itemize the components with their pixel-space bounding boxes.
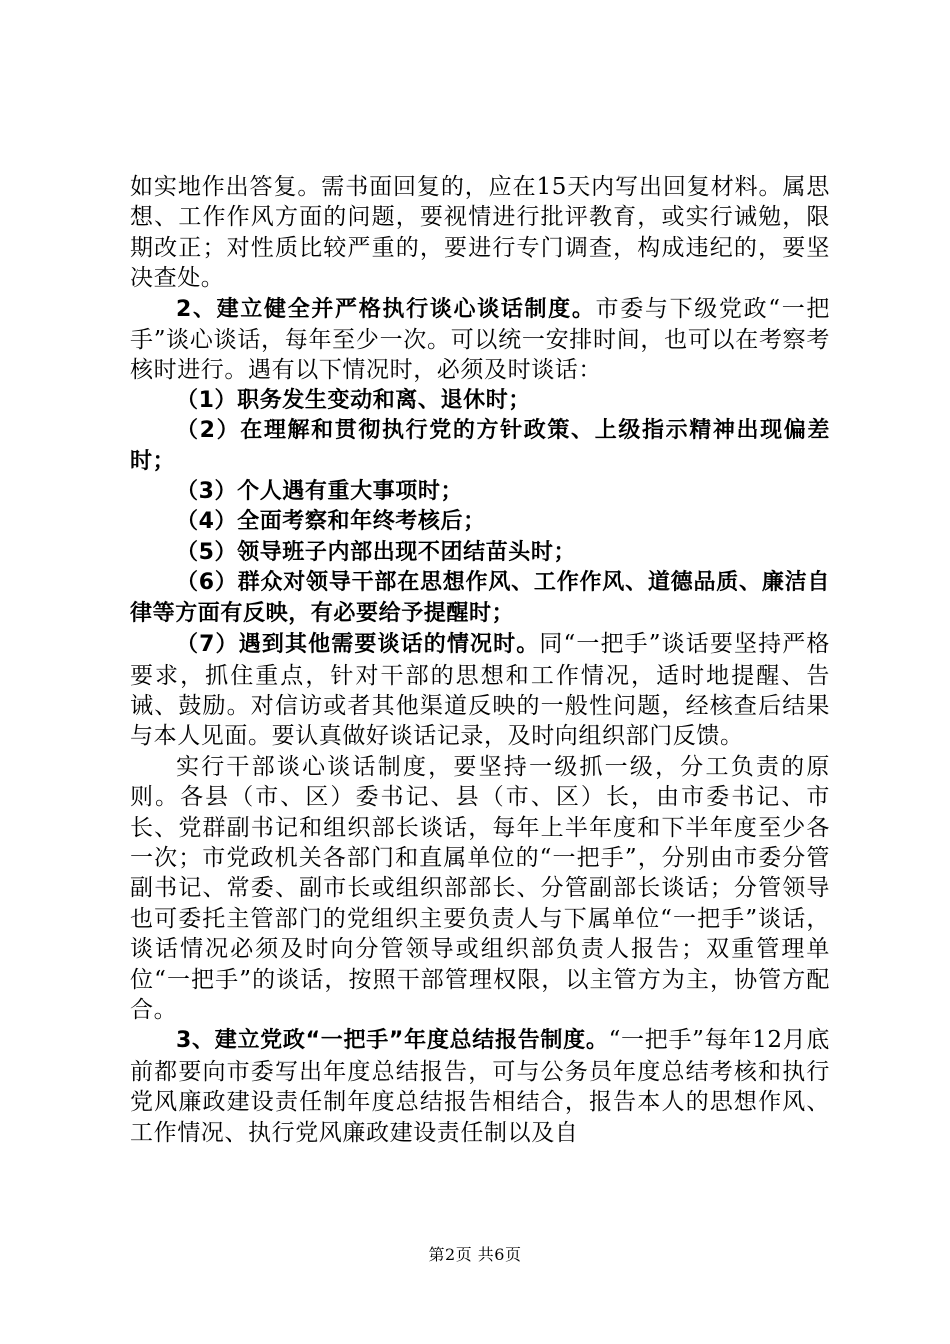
section-heading-talk-system: 2、建立健全并严格执行谈心谈话制度。 [176,296,596,322]
list-item-3: （3）个人遇有重大事项时； [176,479,464,505]
section-heading-annual-report: 3、建立党政“一把手”年度总结报告制度。 [176,1028,609,1054]
paragraph-text: 同“一把手”谈话要坚持严格要求，抓住重点，针对干部的思想和工作情况，适时地提醒、告诫、鼓励。对信访或者其他渠道反映的一般性问题，经核查后结果与本人见面。要认真做好谈话记录，及时向组织部门反馈。 [130,631,830,750]
page-number-footer: 第2页 共6页 [428,1245,522,1264]
document-body [130,172,830,1148]
list-item-2: （2）在理解和贯彻执行党的方针政策、上级指示精神出现偏差时； [130,418,830,474]
list-item-5: （5）领导班子内部出现不团结苗头时； [176,539,577,565]
list-item-7 [130,629,830,752]
paragraph-talk-system [130,294,830,386]
list-item-1: （1）职务发生变动和离、退休时； [176,387,531,413]
paragraph-implementation: 实行干部谈心谈话制度，要坚持一级抓一级，分工负责的原则。各县（市、区）委书记、县（市、区）长，由市委书记、市长、党群副书记和组织部长谈话，每年上半年度和下半年度至少各一次；市党政机关各部门和直属单位的“一把手”，分别由市委分管副书记、常委、副市长或组织部部长、分管副部长谈话；分管领导也可委托主管部门的党组织主要负责人与下属单位“一把手”谈话，谈话情况必须及时向分管领导或组织部负责人报告；双重管理单位“一把手”的谈话，按照干部管理权限，以主管方为主，协管方配合。 [130,753,830,1023]
paragraph-annual-report [130,1025,830,1148]
list-item-7-lead: （7）遇到其他需要谈话的情况时。 [176,632,540,658]
list-item-4: （4）全面考察和年终考核后； [176,509,486,535]
paragraph-continuation: 如实地作出答复。需书面回复的，应在15天内写出回复材料。属思想、工作作风方面的问题，要视情进行批评教育，或实行诫勉，限期改正；对性质比较严重的，要进行专门调查，构成违纪的，要坚决查处。 [130,174,830,292]
paragraph-text: 市委与下级党政“一把手”谈心谈话，每年至少一次。可以统一安排时间，也可以在考察考核时进行。遇有以下情况时，必须及时谈话： [130,295,830,384]
list-item-6: （6）群众对领导干部在思想作风、工作作风、道德品质、廉洁自律等方面有反映，有必要给予提醒时； [130,570,830,626]
paragraph-text: “一把手”每年12月底前都要向市委写出年度总结报告，可与公务员年度总结考核和执行党风廉政建设责任制年度总结报告相结合，报告本人的思想作风、工作情况、执行党风廉政建设责任制以及自 [130,1027,830,1146]
